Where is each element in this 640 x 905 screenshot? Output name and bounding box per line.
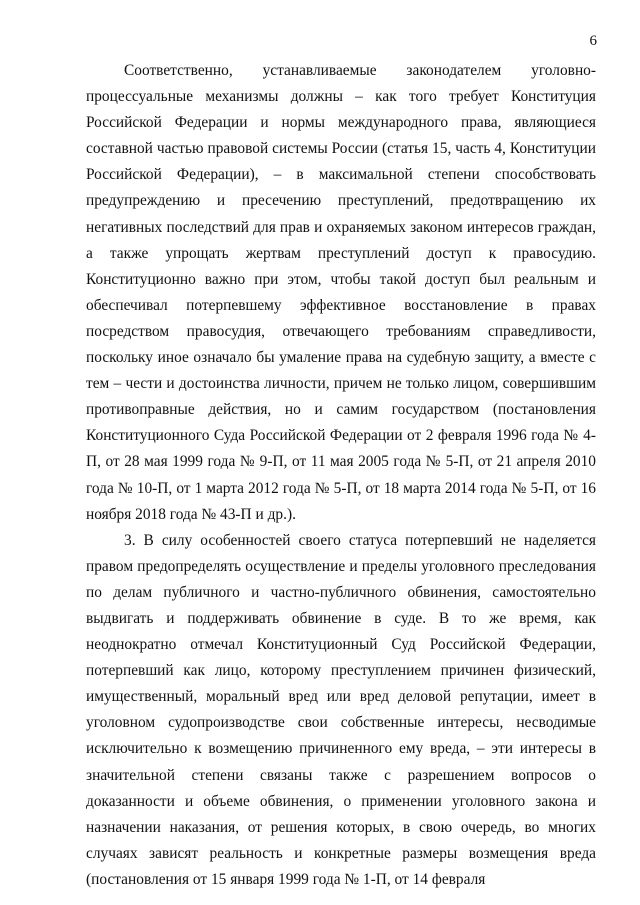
paragraph: 3. В силу особенностей своего статуса потерпевший не наделяется правом предопределять осуществление и пределы уголовного преследования по делам публичного и частно-публичного обвинения, самостоятельно выдвигать и поддерживать обвинение в суде. В то же время, как неоднократно отмечал Конституционный Суд Российской Федерации, потерпевший как лицо, которому преступлением причинен физический, имущественный, моральный вред или вред деловой репутации, имеет в уголовном судопроизводстве свои собственные интересы, несводимые исключительно к возмещению причиненного ему вреда, – эти интересы в значительной степени связаны также с разрешением вопросов о доказанности и объеме обвинения, о применении уголовного закона и назначении наказания, от решения которых, в свою очередь, во многих случаях зависят реальность и конкретные размеры возмещения вреда (постановления от 15 января 1999 года № 1-П, от 14 февраля	[86, 531, 596, 888]
page-number: 6	[589, 33, 597, 49]
document-body	[86, 58, 596, 893]
paragraph: Соответственно, устанавливаемые законодателем уголовно-процессуальные механизмы должны – как того требует Конституция Российской Федерации и нормы международного права, являющиеся составной частью правовой системы России (статья 15, часть 4, Конституции Российской Федерации), – в максимальной степени способствовать предупреждению и пресечению преступлений, предотвращению их негативных последствий для прав и охраняемых законом интересов граждан, а также упрощать жертвам преступлений доступ к правосудию. Конституционно важно при этом, чтобы такой доступ был реальным и обеспечивал потерпевшему эффективное восстановление в правах посредством правосудия, отвечающего требованиям справедливости, поскольку иное означало бы умаление права на судебную защиту, а вместе с тем – чести и достоинства личности, причем не только лицом, совершившим противоправные действия, но и самим государством (постановления Конституционного Суда Российской Федерации от 2 февраля 1996 года № 4-П, от 28 мая 1999 года № 9-П, от 11 мая 2005 года № 5-П, от 21 апреля 2010 года № 10-П, от 1 марта 2012 года № 5-П, от 18 марта 2014 года № 5-П, от 16 ноября 2018 года № 43-П и др.).	[86, 62, 596, 523]
